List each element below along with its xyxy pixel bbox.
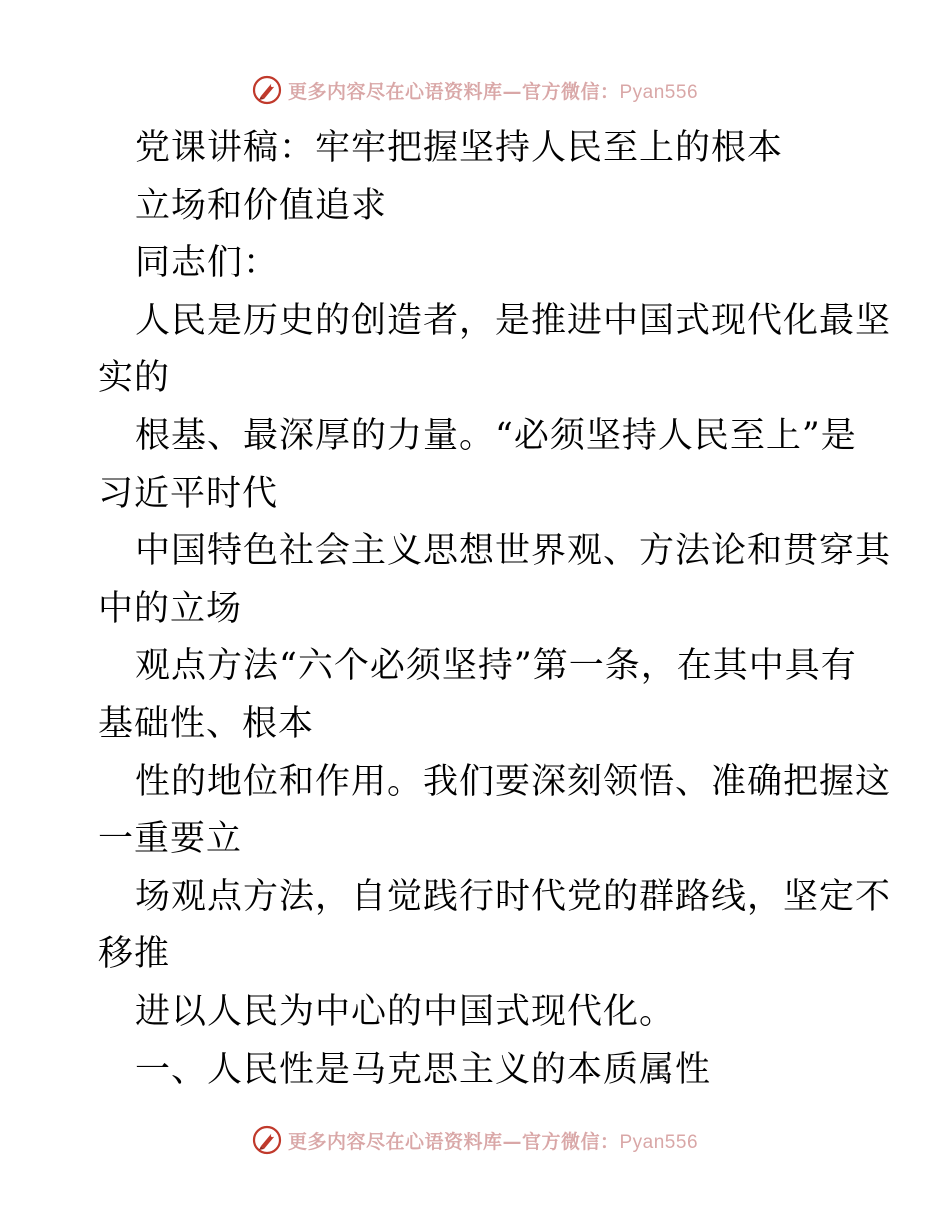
footer-watermark (0, 1122, 950, 1158)
text-line: 人民是历史的创造者，是推进中国式现代化最坚 (135, 300, 892, 341)
text-line: 场观点方法，自觉践行时代党的群路线，坚定不 (135, 876, 892, 917)
text-line: 进以人民为中心的中国式现代化。 (135, 991, 676, 1032)
watermark-text: 更多内容尽在心语资料库—官方微信：Pyan556 (287, 1130, 699, 1153)
pen-logo-icon (252, 1125, 282, 1155)
document-body (98, 120, 892, 1099)
text-line: 中国特色社会主义思想世界观、方法论和贯穿其 (135, 531, 892, 572)
text-line: 习近平时代 (98, 473, 279, 514)
text-line: 实的 (98, 358, 171, 399)
text-line: 根基、最深厚的力量。“必须坚持人民至上”是 (135, 415, 857, 456)
header-watermark (0, 72, 950, 108)
text-line: 同志们： (135, 243, 280, 284)
text-line: 基础性、根本 (98, 703, 315, 744)
watermark-group (252, 1125, 698, 1155)
text-line: 一重要立 (98, 819, 243, 860)
watermark-group (252, 75, 698, 105)
pen-logo-icon (252, 75, 282, 105)
text-line: 观点方法“六个必须坚持”第一条，在其中具有 (135, 646, 857, 687)
text-line: 移推 (98, 934, 171, 975)
text-line: 中的立场 (98, 588, 243, 629)
watermark-text: 更多内容尽在心语资料库—官方微信：Pyan556 (287, 80, 699, 103)
text-line: 党课讲稿：牢牢把握坚持人民至上的根本 (135, 128, 784, 168)
text-line: 一、人民性是马克思主义的本质属性 (135, 1049, 712, 1090)
text-line: 性的地位和作用。我们要深刻领悟、准确把握这 (135, 761, 892, 802)
text-line: 立场和价值追求 (135, 185, 388, 226)
